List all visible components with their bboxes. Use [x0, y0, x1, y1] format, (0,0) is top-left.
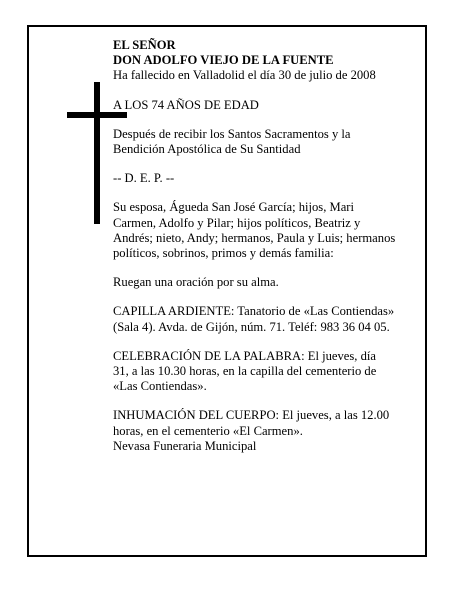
- burial-line: INHUMACIÓN DEL CUERPO: El jueves, a las 12.00: [113, 408, 390, 423]
- deceased-name: DON ADOLFO VIEJO DE LA FUENTE: [113, 53, 334, 68]
- burial-line: horas, en el cementerio «El Carmen».: [113, 423, 303, 438]
- sacraments-paragraph: [113, 127, 423, 157]
- celebration-line: «Las Contiendas».: [113, 379, 207, 394]
- notice-title: EL SEÑOR: [113, 38, 176, 52]
- prayer-text: Ruegan una oración por su alma.: [113, 275, 279, 290]
- obituary-text: [113, 38, 423, 468]
- funeral-home-line: Nevasa Funeraria Municipal: [113, 438, 257, 453]
- celebration-line: CELEBRACIÓN DE LA PALABRA: El jueves, día: [113, 348, 376, 363]
- family-line: políticos, sobrinos, primos y demás familia:: [113, 246, 334, 261]
- sacraments-line: Bendición Apostólica de Su Santidad: [113, 142, 301, 157]
- chapel-paragraph: [113, 304, 423, 334]
- chapel-line: CAPILLA ARDIENTE: Tanatorio de «Las Contiendas»: [113, 304, 395, 319]
- cross-vertical-bar: [94, 82, 100, 224]
- death-info: Ha fallecido en Valladolid el día 30 de julio de 2008: [113, 68, 376, 83]
- family-line: Su esposa, Águeda San José García; hijos, Mari: [113, 200, 354, 215]
- family-line: Andrés; nieto, Andy; hermanos, Paula y Luis; hermanos: [113, 230, 396, 245]
- celebration-line: 31, a las 10.30 horas, en la capilla del cementerio de: [113, 364, 377, 379]
- family-paragraph: [113, 200, 423, 261]
- family-line: Carmen, Adolfo y Pilar; hijos políticos, Beatriz y: [113, 215, 361, 230]
- rip-text: -- D. E. P. --: [113, 171, 175, 186]
- celebration-paragraph: [113, 349, 423, 395]
- notice-header: [113, 38, 423, 84]
- rip-line: [113, 171, 423, 186]
- age-text: A LOS 74 AÑOS DE EDAD: [113, 97, 259, 112]
- chapel-line: (Sala 4). Avda. de Gijón, núm. 71. Teléf: 983 36 04 05.: [113, 319, 390, 334]
- burial-paragraph: [113, 408, 423, 454]
- sacraments-line: Después de recibir los Santos Sacramentos y la: [113, 126, 351, 141]
- age-line: [113, 98, 423, 113]
- prayer-paragraph: [113, 275, 423, 290]
